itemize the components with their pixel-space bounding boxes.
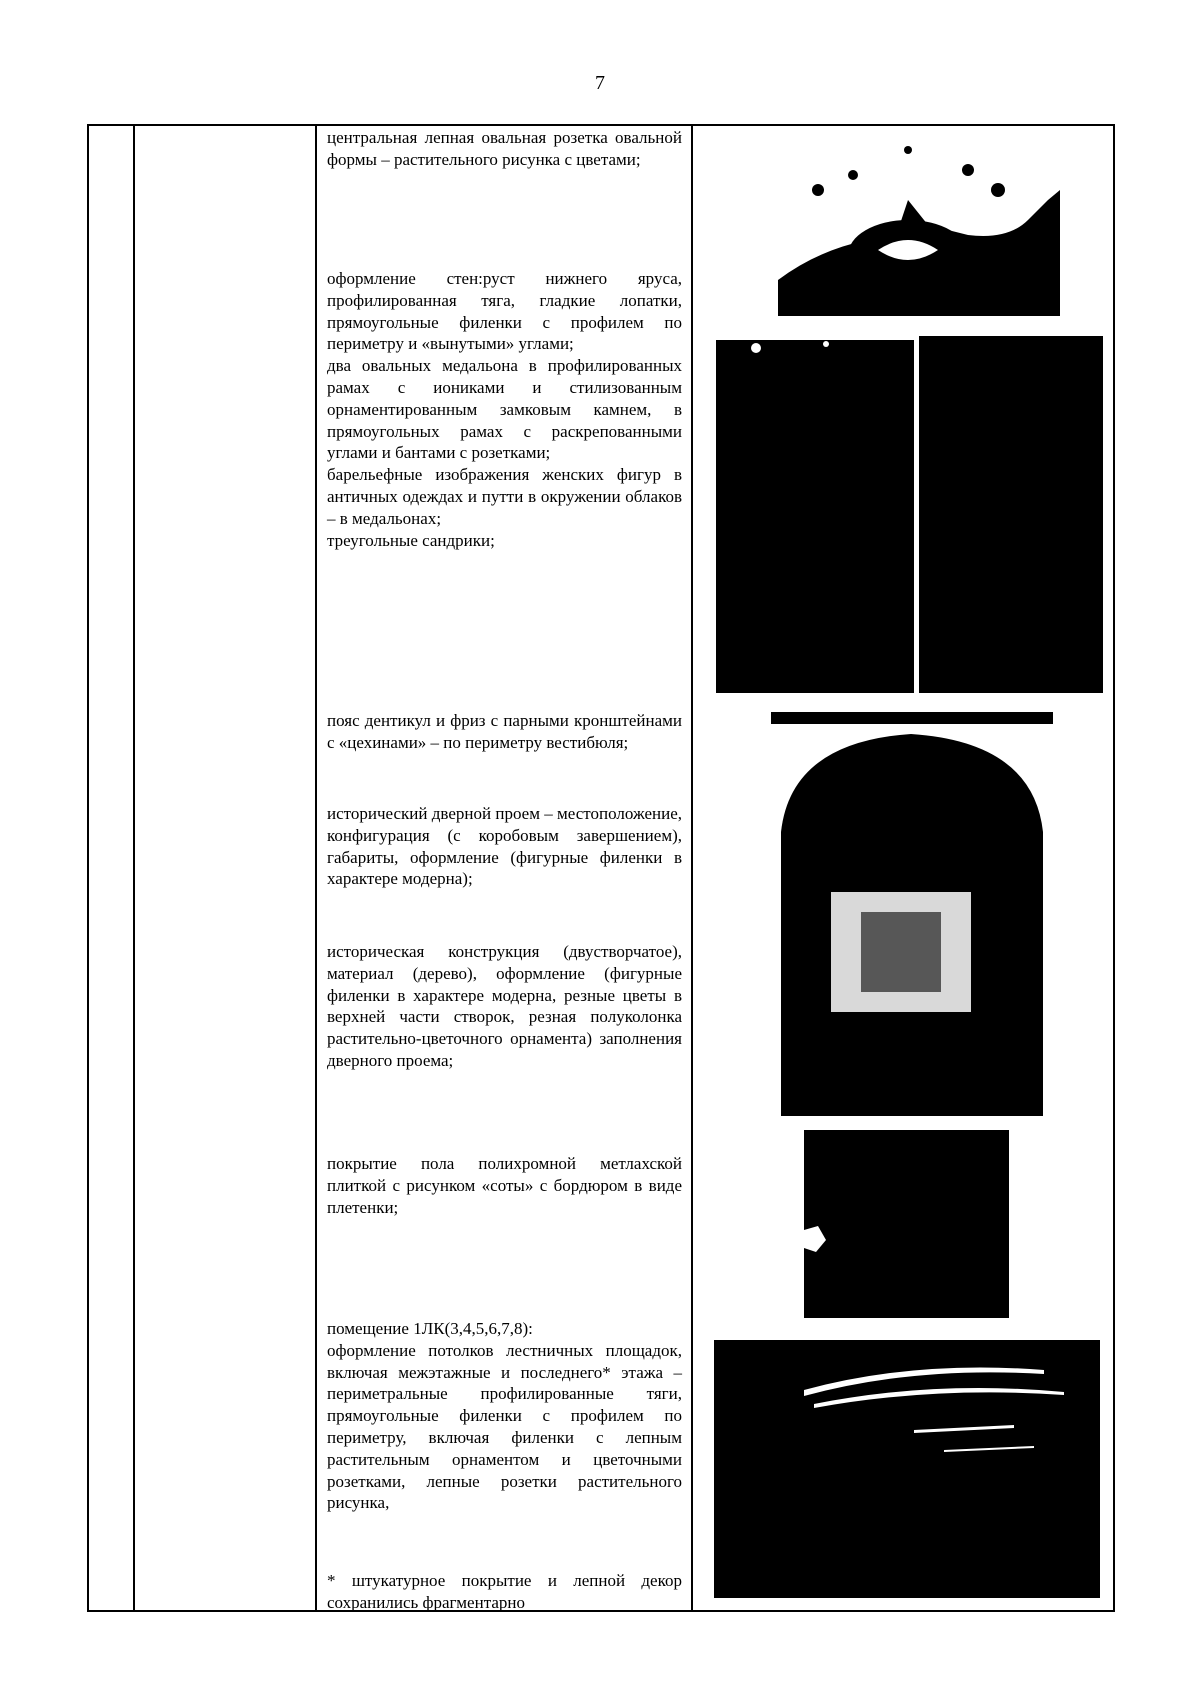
text-block-footnote [327, 1570, 682, 1614]
floor-tile-photo [804, 1130, 1009, 1318]
text-block-walls [327, 268, 682, 551]
doorway-photo [771, 712, 1053, 1116]
page-number: 7 [595, 72, 605, 94]
text-block-door [327, 941, 682, 1072]
paragraph: барельефные изображения женских фигур в античных одеждах и путти в окружении облаков – в медальонах; [327, 465, 682, 528]
paragraph: историческая конструкция (двустворчатое), материал (дерево), оформление (фигурные филенки в характере модерна, резные цветы в верхней части створок, резная полуколонка растительно-цветочного орнамента) заполнения дверного проема; [327, 942, 682, 1070]
text-block-doorway [327, 803, 682, 890]
text-block-dentils [327, 710, 682, 754]
column-divider-3 [691, 124, 693, 1612]
column-divider-1 [133, 124, 135, 1612]
paragraph: исторический дверной проем – местоположение, конфигурация (с коробовым завершением), габариты, оформление (фигурные филенки в характере модерна); [327, 804, 682, 889]
paragraph: покрытие пола полихромной метлахской плиткой с рисунком «соты» с бордюром в виде плетенки; [327, 1154, 682, 1217]
paragraph: центральная лепная овальная розетка овальной формы – растительного рисунка с цветами; [327, 128, 682, 169]
paragraph: пояс дентикул и фриз с парными кронштейнами с «цехинами» – по периметру вестибюля; [327, 711, 682, 752]
text-block-rosette [327, 127, 682, 171]
rosette-photo [758, 130, 1060, 316]
paragraph: * штукатурное покрытие и лепной декор сохранились фрагментарно [327, 1571, 682, 1612]
stair-ceiling-photo [714, 1340, 1100, 1598]
wall-photo-left [716, 340, 914, 693]
wall-photo-right [919, 336, 1103, 693]
paragraph: оформление стен:руст нижнего яруса, профилированная тяга, гладкие лопатки, прямоугольные филенки с профилем по периметру и «вынутыми» углами; [327, 269, 682, 354]
paragraph: два овальных медальона в профилированных рамах с иониками и стилизованным орнаментированным замковым камнем, в прямоугольных рамах с раскрепованными углами и бантами с розетками; [327, 356, 682, 463]
text-block-stair-ceilings [327, 1318, 682, 1514]
paragraph: оформление потолков лестничных площадок, включая межэтажные и последнего* этажа – периметральные профилированные тяги, прямоугольные филенки с профилем по периметру, включая филенки с лепным растительным орнаментом и цветочными розетками, лепные розетки растительного рисунка, [327, 1340, 682, 1513]
paragraph: треугольные сандрики; [327, 530, 495, 550]
column-divider-2 [315, 124, 317, 1612]
text-block-floor [327, 1153, 682, 1218]
paragraph: помещение 1ЛК(3,4,5,6,7,8): [327, 1319, 533, 1338]
